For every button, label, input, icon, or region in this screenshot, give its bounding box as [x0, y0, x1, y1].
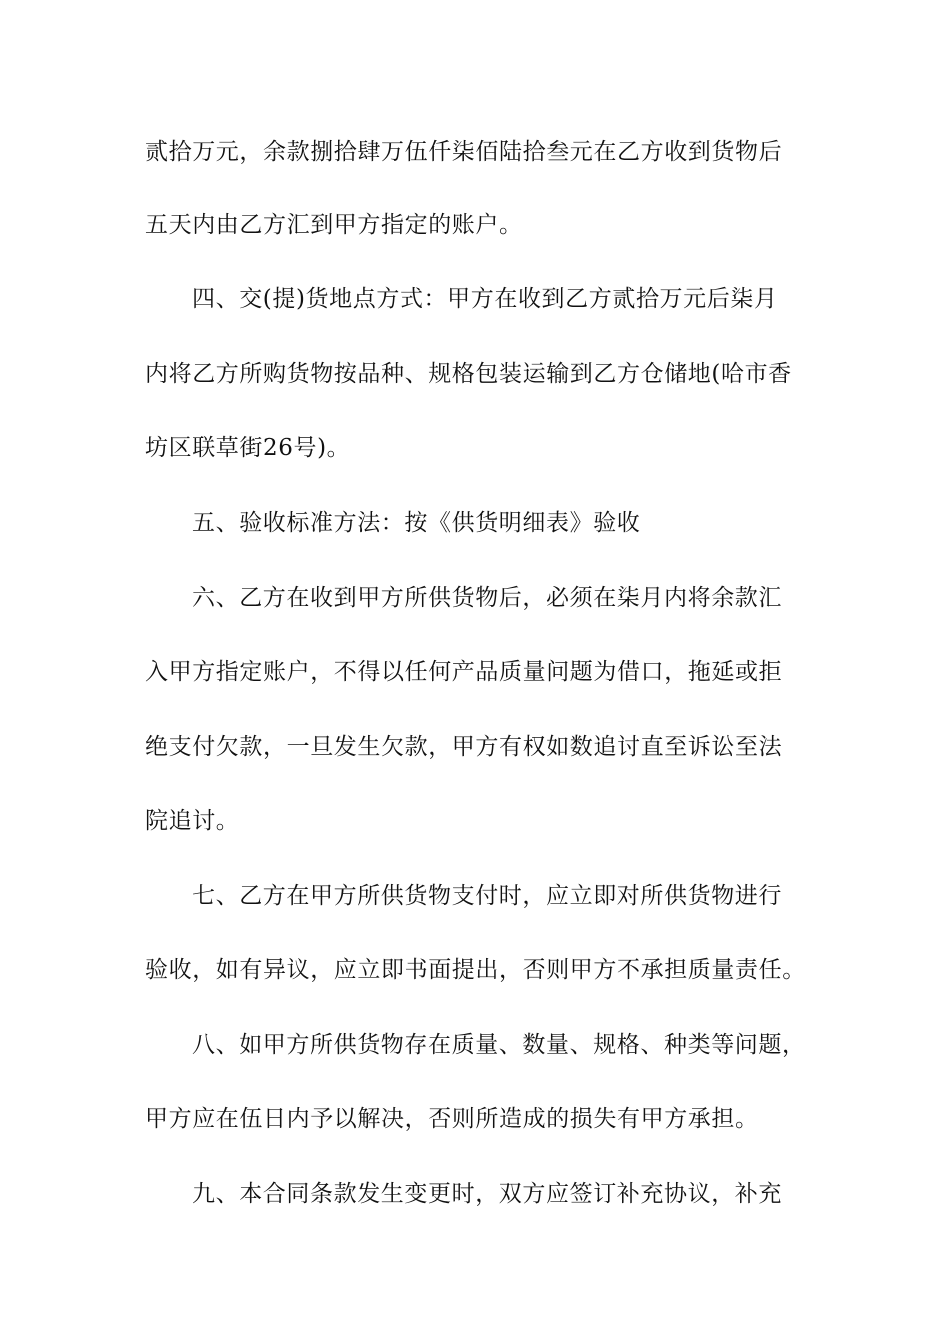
clause-4-heading-line: 四、交(提)货地点方式：甲方在收到乙方贰拾万元后柒月 — [192, 286, 778, 312]
text-line: 坊区联草街26号)。 — [145, 435, 351, 461]
text-line: 甲方应在伍日内予以解决，否则所造成的损失有甲方承担。 — [145, 1106, 759, 1132]
clause-6-heading-line: 六、乙方在收到甲方所供货物后，必须在柒月内将余款汇 — [192, 585, 782, 611]
text-line: 院追讨。 — [145, 808, 240, 834]
clause-9-heading-line: 九、本合同条款发生变更时，双方应签订补充协议，补充 — [192, 1181, 782, 1207]
clause-8-heading-line: 八、如甲方所供货物存在质量、数量、规格、种类等问题， — [192, 1032, 806, 1058]
clause-7-heading-line: 七、乙方在甲方所供货物支付时，应立即对所供货物进行 — [192, 883, 782, 909]
clause-5-heading-line: 五、验收标准方法：按《供货明细表》验收 — [192, 510, 641, 536]
text-line: 贰拾万元，余款捌拾肆万伍仟柒佰陆拾叁元在乙方收到货物后 — [145, 139, 783, 165]
text-line: 入甲方指定账户，不得以任何产品质量问题为借口，拖延或拒 — [145, 659, 783, 685]
text-line: 五天内由乙方汇到甲方指定的账户。 — [145, 212, 523, 238]
text-line: 绝支付欠款，一旦发生欠款，甲方有权如数追讨直至诉讼至法 — [145, 734, 783, 760]
text-line: 验收，如有异议，应立即书面提出，否则甲方不承担质量责任。 — [145, 957, 806, 983]
text-line: 内将乙方所购货物按品种、规格包装运输到乙方仓储地(哈市香 — [145, 361, 792, 387]
